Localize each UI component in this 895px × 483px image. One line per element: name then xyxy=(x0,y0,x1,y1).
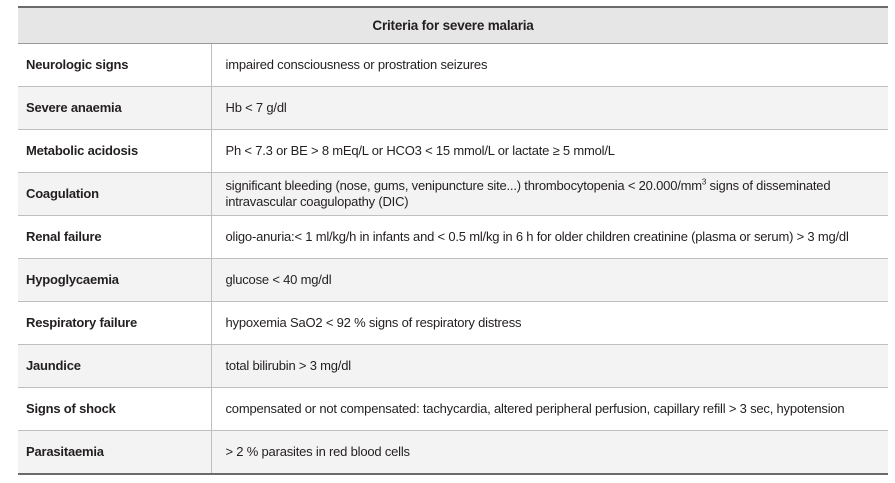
criterion-cell: Jaundice xyxy=(18,345,211,388)
description-text: significant bleeding (nose, gums, venipuncture site...) thrombocytopenia < 20.000/mm xyxy=(225,178,702,193)
description-cell: oligo-anuria:< 1 ml/kg/h in infants and < 0.5 ml/kg in 6 h for older children creatinine (plasma or serum) > 3 mg/dl xyxy=(211,216,888,259)
description-cell: > 2 % parasites in red blood cells xyxy=(211,431,888,475)
table-title: Criteria for severe malaria xyxy=(18,7,888,44)
criterion-cell: Respiratory failure xyxy=(18,302,211,345)
table-row xyxy=(18,216,888,259)
description-cell: hypoxemia SaO2 < 92 % signs of respiratory distress xyxy=(211,302,888,345)
criterion-cell: Hypoglycaemia xyxy=(18,259,211,302)
table-row xyxy=(18,173,888,216)
description-cell: glucose < 40 mg/dl xyxy=(211,259,888,302)
description-cell: Ph < 7.3 or BE > 8 mEq/L or HCO3 < 15 mmol/L or lactate ≥ 5 mmol/L xyxy=(211,130,888,173)
description-text: signs of disseminated intravascular coagulopathy (DIC) xyxy=(225,178,831,209)
table-row xyxy=(18,431,888,475)
table-row xyxy=(18,87,888,130)
table-row xyxy=(18,259,888,302)
table-row xyxy=(18,302,888,345)
description-cell: Hb < 7 g/dl xyxy=(211,87,888,130)
description-cell xyxy=(211,173,888,216)
criterion-cell: Metabolic acidosis xyxy=(18,130,211,173)
criterion-cell: Renal failure xyxy=(18,216,211,259)
criterion-cell: Severe anaemia xyxy=(18,87,211,130)
table-row xyxy=(18,345,888,388)
criterion-cell: Signs of shock xyxy=(18,388,211,431)
criterion-cell: Coagulation xyxy=(18,173,211,216)
table-row xyxy=(18,388,888,431)
severe-malaria-criteria-table xyxy=(18,6,888,475)
description-cell: impaired consciousness or prostration seizures xyxy=(211,44,888,87)
criterion-cell: Neurologic signs xyxy=(18,44,211,87)
description-cell: compensated or not compensated: tachycardia, altered peripheral perfusion, capillary refill > 3 sec, hypotension xyxy=(211,388,888,431)
table-row xyxy=(18,130,888,173)
severe-malaria-criteria-table-container xyxy=(18,6,888,475)
criterion-cell: Parasitaemia xyxy=(18,431,211,475)
superscript-exponent: 3 xyxy=(701,177,707,187)
description-cell: total bilirubin > 3 mg/dl xyxy=(211,345,888,388)
table-header-row xyxy=(18,7,888,44)
table-row xyxy=(18,44,888,87)
